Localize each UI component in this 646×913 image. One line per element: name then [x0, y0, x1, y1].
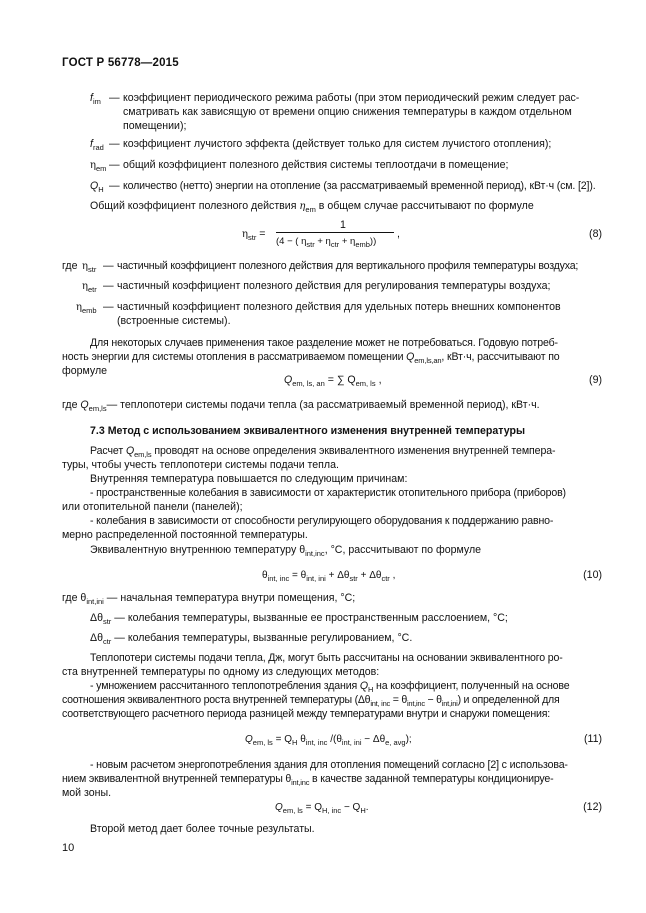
document-header: ГОСТ Р 56778—2015 — [62, 57, 179, 69]
def-f-rad-symbol: $f_{rad}$ — [90, 138, 104, 152]
def-dash: — — [103, 280, 114, 292]
para-equiv: Эквивалентную внутреннюю температуру $\theta_{int,inc}$, °С, рассчитывают по формуле — [90, 544, 482, 558]
def-eta-str-text: частичный коэффициент полезного действия для вертикального профиля температуры воздуха; — [117, 260, 579, 272]
method-2-line2: нием эквивалентной внутренней температуры $\theta_{int,inc}$ в качестве заданной температуры кондиционируе- — [62, 773, 554, 787]
def-eta-etr-symbol: $\eta_{etr}$ — [82, 281, 97, 294]
def-dash: — — [109, 159, 120, 171]
def-eta-str-prefix: где — [62, 260, 78, 272]
def-qh-text: количество (нетто) энергии на отопление (за рассматриваемый временной период), кВт·ч (см. [2]). — [123, 180, 596, 192]
def-f-im-symbol: $f_{im}$ — [90, 92, 101, 106]
para-eta: Общий коэффициент полезного действия $\eta_{em}$ в общем случае рассчитывают по формуле — [90, 200, 534, 214]
def-dash: — — [103, 301, 114, 313]
eq9-number: (9) — [589, 374, 602, 386]
bullet-1-line2: или отопительной панели (панелей); — [62, 501, 243, 513]
def-dash: — — [109, 180, 120, 192]
eq8-denominator: (4 − ( $\eta_{str} + \eta_{ctr} + \eta_{emb}$)) — [276, 236, 377, 249]
def-dash: — — [103, 260, 114, 272]
def-eta-emb-text-2: (встроенные системы). — [117, 315, 231, 327]
def-eta-em-symbol: $\eta_{em}$ — [90, 160, 107, 173]
method-1-line2: соотношения эквивалентного роста внутренней температуры $(\Delta\theta_{int, inc} = \theta_{int,inc} - \theta_{int,ini})$ и определенной для — [62, 694, 560, 708]
def-dash: — — [109, 92, 120, 104]
def-qh-symbol: $Q_H$ — [90, 180, 104, 194]
eq8-number: (8) — [589, 228, 602, 240]
method-2-line3: мой зоны. — [62, 787, 112, 799]
def-eta-em-text: общий коэффициент полезного действия системы теплоотдачи в помещение; — [123, 159, 509, 171]
eq12-formula: $Q_{em, ls} = Q_{H, inc} - Q_H$. — [275, 802, 369, 815]
bullet-1-line1: - пространственные колебания в зависимости от характеристик отопительного прибора (приборов) — [90, 487, 566, 499]
eq10-number: (10) — [583, 569, 602, 581]
def-qemls: где $Q_{em,ls}—$ теплопотери системы подачи тепла (за рассматриваемый временной период), кВт·ч. — [62, 399, 540, 413]
def-f-im-text-2: сматривать как зависящую от времени опцию снижения температуры в каждом отдельном — [123, 106, 572, 118]
page-number: 10 — [62, 842, 75, 854]
def-eta-etr-text: частичный коэффициент полезного действия для регулирования температуры воздуха; — [117, 280, 551, 292]
eq10-formula: $\theta_{int, inc} = \theta_{int, ini} + \Delta\theta_{str} + \Delta\theta_{ctr}$ , — [262, 570, 396, 583]
para-reasons-intro: Внутренняя температура повышается по следующим причинам: — [90, 473, 408, 485]
section-heading: 7.3 Метод с использованием эквивалентного изменения внутренней температуры — [90, 425, 525, 437]
def-f-im-text-1: коэффициент периодического режима работы (при этом периодический режим следует рас- — [123, 92, 580, 104]
def-dash: — — [109, 138, 120, 150]
bullet-2-line2: мерно распределенной постоянной температуры. — [62, 529, 308, 541]
def-eta-str-symbol: $\eta_{str}$ — [82, 261, 97, 274]
para-annual-line1: Для некоторых случаев применения такое разделение может не потребоваться. Годовую потреб- — [90, 337, 558, 349]
eq12-number: (12) — [583, 801, 602, 813]
para-ratio-line1: Расчет $Q_{em,ls}$ проводят на основе определения эквивалентного изменения внутренней темпера- — [90, 445, 556, 459]
para-losses-line2: ста внутренней температуры по одному из следующих методов: — [62, 666, 380, 678]
def-dtheta-str: $\Delta\theta_{str}$ — колебания температуры, вызванные ее пространственным расслоением, °С; — [90, 612, 508, 626]
para-annual-line2: ность энергии для системы отопления в рассматриваемом помещении $Q_{em,ls,an}$, кВт·ч, рассчитывают по — [62, 351, 560, 365]
eq9-formula: $Q_{em, ls, an}$ = ∑ $Q_{em, ls}$ , — [284, 374, 382, 388]
para-annual-line3: формуле — [62, 365, 108, 377]
method-1-line1: - умножением рассчитанного теплопотребления здания $Q_H$ на коэффициент, полученный на основе — [90, 680, 570, 694]
def-f-im-text-3: помещении); — [123, 120, 187, 132]
def-dtheta-ctr: $\Delta\theta_{ctr}$ — колебания температуры, вызванные регулированием, °С. — [90, 632, 413, 646]
para-losses-line1: Теплопотери системы подачи тепла, Дж, могут быть рассчитаны на основании эквивалентного ро- — [90, 652, 563, 664]
para-final: Второй метод дает более точные результаты. — [90, 823, 315, 835]
eq8-fraction-bar — [276, 232, 394, 233]
def-eta-emb-text-1: частичный коэффициент полезного действия для удельных потерь внешних компонентов — [117, 301, 561, 313]
bullet-2-line1: - колебания в зависимости от способности регулирующего оборудования к поддержанию равно- — [90, 515, 554, 527]
method-2-line1: - новым расчетом энергопотребления здания для отопления помещений согласно [2] с использова- — [90, 759, 568, 771]
eq8-tail: , — [397, 228, 400, 240]
def-f-rad-text: коэффициент лучистого эффекта (действует только для систем лучистого отопления); — [123, 138, 552, 150]
def-theta-ini: где $\theta_{int,ini}$ — начальная температура внутри помещения, °С; — [62, 592, 356, 606]
eq8-lhs: $\eta_{str}$ = — [242, 228, 266, 242]
para-ratio-line2: туры, чтобы учесть теплопотери системы подачи тепла. — [62, 459, 339, 471]
eq8-numerator: 1 — [340, 219, 346, 231]
method-1-line3: соответствующего расчетного периода разницей между температурами внутри и снаружи помещения: — [62, 708, 551, 720]
eq11-formula: $Q_{em, ls} = Q_H$ $\theta_{int, inc}$ $/(\theta_{int, ini} - \Delta\theta_{e, avg})$; — [245, 734, 412, 747]
def-eta-emb-symbol: $\eta_{emb}$ — [76, 302, 97, 315]
eq11-number: (11) — [583, 733, 602, 745]
